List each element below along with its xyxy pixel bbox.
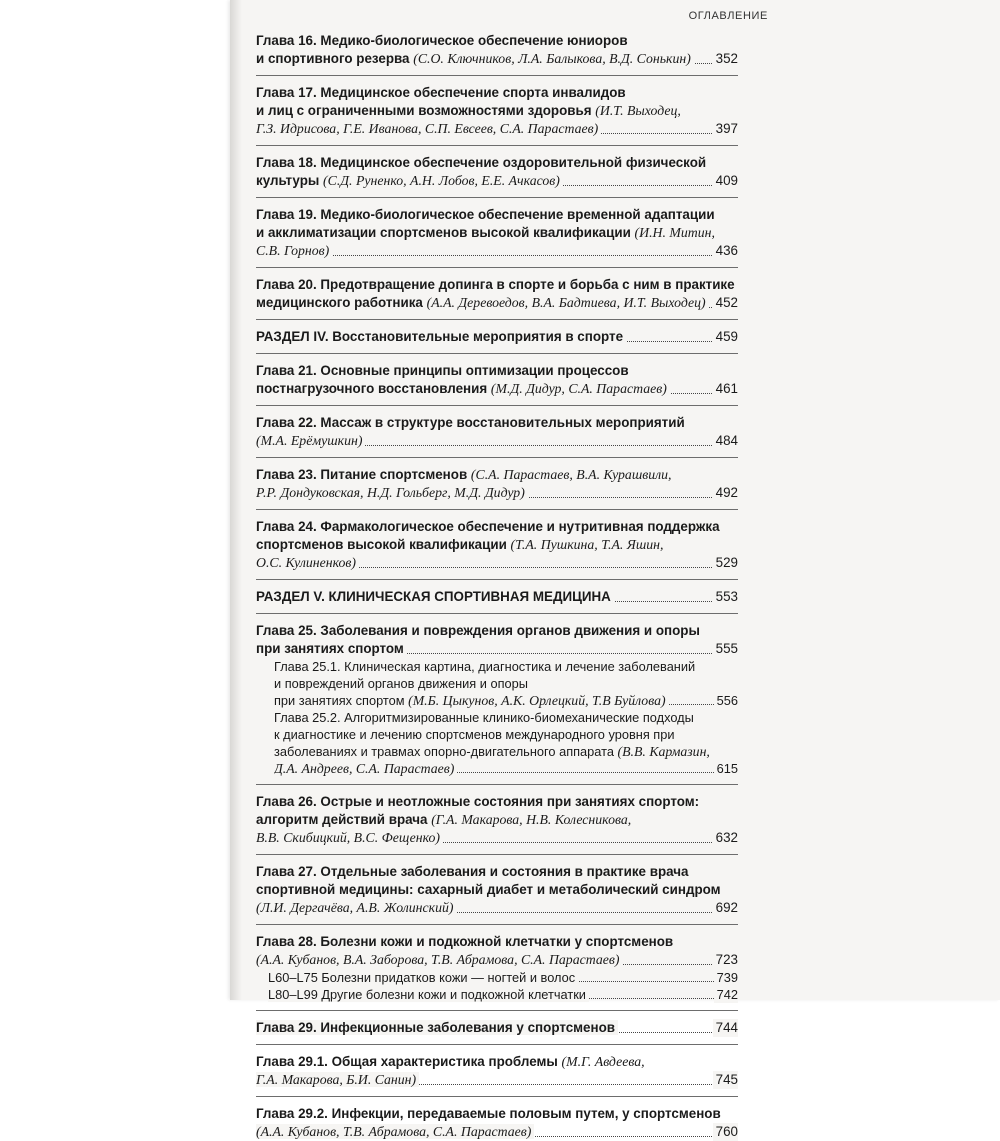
toc-line	[256, 793, 738, 811]
toc-line	[256, 432, 738, 450]
toc-line-text	[256, 1054, 645, 1069]
toc-line	[256, 899, 738, 917]
page-number: 409	[713, 172, 738, 190]
toc-line	[274, 692, 738, 709]
page-number: 529	[713, 554, 738, 572]
toc-line-text	[256, 243, 332, 258]
toc-line-text	[274, 761, 457, 776]
toc-line-text	[256, 155, 706, 170]
entry-authors: Д.А. Андреев, С.А. Парастаев)	[274, 761, 455, 776]
page-number: 452	[713, 294, 738, 312]
toc-line-text	[256, 589, 614, 604]
toc-line-text	[256, 794, 699, 809]
entry-title: и акклиматизации спортсменов высокой квалификации	[256, 225, 635, 240]
toc-entry-g29-2[interactable]	[256, 1105, 738, 1141]
toc-line	[256, 294, 738, 312]
entry-title: Глава 17. Медицинское обеспечение спорта инвалидов	[256, 85, 626, 100]
page-number: 555	[713, 640, 738, 658]
toc-line-text	[256, 329, 626, 344]
toc-entry-g19[interactable]	[256, 206, 738, 260]
toc-line	[256, 242, 738, 260]
toc-line-text	[256, 103, 681, 118]
toc-entry-g27[interactable]	[256, 863, 738, 917]
entry-title: Глава 20. Предотвращение допинга в спорте и борьба с ним в практике	[256, 277, 735, 292]
toc-line-text	[256, 381, 670, 396]
toc-entry-g16[interactable]	[256, 32, 738, 68]
toc-line	[256, 622, 738, 640]
entry-divider	[256, 854, 738, 855]
entry-title: медицинского работника	[256, 295, 427, 310]
toc-line	[274, 709, 738, 726]
entry-divider	[256, 145, 738, 146]
entry-title: постнагрузочного восстановления	[256, 381, 491, 396]
entry-divider	[256, 405, 738, 406]
entry-divider	[256, 613, 738, 614]
toc-line-text	[256, 952, 622, 967]
page-number: 615	[714, 760, 738, 777]
entry-title: Глава 29. Инфекционные заболевания у спортсменов	[256, 1020, 616, 1035]
toc-line-text	[256, 864, 688, 879]
toc-entry-r5[interactable]	[256, 588, 738, 606]
entry-title: Глава 25.1. Клиническая картина, диагностика и лечение заболеваний	[274, 659, 696, 674]
toc-line-text	[256, 85, 626, 100]
toc-line	[256, 466, 738, 484]
page-number: 742	[714, 986, 738, 1003]
page-number: 556	[714, 692, 738, 709]
entry-title: алгоритм действий врача	[256, 812, 432, 827]
entry-authors: Г.А. Макарова, Б.И. Санин)	[256, 1072, 417, 1087]
toc-line	[256, 102, 738, 120]
toc-line	[274, 675, 738, 692]
entry-title: Глава 25. Заболевания и повреждения органов движения и опоры	[256, 623, 700, 638]
toc-line-text	[256, 623, 700, 638]
toc-line	[256, 484, 738, 502]
toc-line-text	[256, 1072, 419, 1087]
entry-title: Глава 24. Фармакологическое обеспечение и нутритивная поддержка	[256, 519, 720, 534]
toc-line	[256, 536, 738, 554]
toc-line	[256, 588, 738, 606]
toc-line-text	[256, 363, 629, 378]
toc-line-text	[256, 207, 715, 222]
toc-line	[256, 1105, 738, 1123]
entry-title: Глава 27. Отдельные заболевания и состояния в практике врача	[256, 864, 689, 879]
toc-entry-r4[interactable]	[256, 328, 738, 346]
page-number: 739	[714, 969, 738, 986]
toc-line-text	[256, 277, 735, 292]
entry-title: культуры	[256, 173, 324, 188]
entry-authors: (Л.И. Дергачёва, А.В. Жолинский)	[256, 900, 454, 915]
toc-line-text	[256, 433, 365, 448]
entry-title: при занятиях спортом	[274, 693, 409, 708]
entry-title: заболеваниях и травмах опорно-двигательного аппарата	[274, 744, 618, 759]
entry-title: Глава 16. Медико-биологическое обеспечение юниоров	[256, 33, 628, 48]
entry-authors: (С.А. Парастаев, В.А. Курашвили,	[470, 467, 672, 482]
entry-authors: (И.Т. Выходец,	[595, 103, 681, 118]
toc-line	[256, 1019, 738, 1037]
toc-entry-g26[interactable]	[256, 793, 738, 847]
toc-line-text	[256, 51, 694, 66]
entry-divider	[256, 1044, 738, 1045]
page-number: 484	[713, 432, 738, 450]
entry-divider	[256, 579, 738, 580]
toc-entry-g18[interactable]	[256, 154, 738, 190]
page-number: 459	[713, 328, 738, 346]
facing-page-bleed-through	[772, 10, 1000, 1000]
entry-title: L60–L75 Болезни придатков кожи — ногтей и волос	[268, 970, 578, 985]
toc-line-text	[256, 934, 673, 949]
toc-entry-g21[interactable]	[256, 362, 738, 398]
entry-divider	[256, 75, 738, 76]
toc-entry-g22[interactable]	[256, 414, 738, 450]
toc-line	[256, 881, 738, 899]
toc-line	[256, 84, 738, 102]
toc-line	[274, 760, 738, 777]
page-number: 692	[713, 899, 738, 917]
toc-line	[256, 863, 738, 881]
toc-line-text	[256, 1020, 618, 1035]
toc-line-text	[256, 519, 720, 534]
toc-line-text	[256, 225, 715, 240]
toc-entry-g29[interactable]	[256, 1019, 738, 1037]
toc-line	[256, 1071, 738, 1089]
toc-line-text	[256, 555, 359, 570]
entry-divider	[256, 197, 738, 198]
toc-line	[256, 206, 738, 224]
entry-divider	[256, 457, 738, 458]
entry-authors: В.В. Скибицкий, В.С. Фещенко)	[256, 830, 440, 845]
entry-authors: (М.Д. Дидур, С.А. Парастаев)	[490, 381, 667, 396]
entry-authors: (А.А. Деревоедов, В.А. Бадтиева, И.Т. Выходец)	[426, 295, 706, 310]
entry-divider	[256, 1096, 738, 1097]
entry-divider	[256, 267, 738, 268]
entry-title: РАЗДЕЛ IV. Восстановительные мероприятия в спорте	[256, 329, 624, 344]
running-head: ОГЛАВЛЕНИЕ	[688, 10, 768, 22]
entry-title: Глава 21. Основные принципы оптимизации процессов	[256, 363, 629, 378]
toc-line	[274, 743, 738, 760]
entry-authors: (Т.А. Пушкина, Т.А. Яшин,	[510, 537, 664, 552]
entry-title: и спортивного резерва	[256, 51, 414, 66]
toc-line	[256, 276, 738, 294]
entry-authors: Г.З. Идрисова, Г.Е. Иванова, С.П. Евсеев, С.А. Парастаев)	[256, 121, 599, 136]
toc-line-text	[256, 33, 628, 48]
entry-title: спортивной медицины: сахарный диабет и метаболический синдром	[256, 882, 721, 897]
toc-line	[256, 1123, 738, 1141]
toc-line-text	[274, 659, 695, 674]
toc-line	[256, 328, 738, 346]
entry-divider	[256, 784, 738, 785]
toc-entry-g25[interactable]	[256, 622, 738, 777]
entry-title: РАЗДЕЛ V. КЛИНИЧЕСКАЯ СПОРТИВНАЯ МЕДИЦИНА	[256, 589, 611, 604]
toc-line	[274, 726, 738, 743]
entry-title: к диагностике и лечению спортсменов международного уровня при	[274, 727, 675, 742]
toc-line-text	[274, 693, 669, 708]
toc-line-text	[256, 641, 407, 656]
page-number: 553	[713, 588, 738, 606]
entry-title: Глава 29.2. Инфекции, передаваемые половым путем, у спортсменов	[256, 1106, 721, 1121]
entry-authors: (М.А. Ерёмушкин)	[256, 433, 363, 448]
toc-line-text	[274, 676, 528, 691]
entry-title: Глава 23. Питание спортсменов	[256, 467, 471, 482]
page-number: 632	[713, 829, 738, 847]
entry-authors: (И.Н. Митин,	[634, 225, 715, 240]
toc-line	[256, 380, 738, 398]
toc-line-text	[256, 882, 721, 897]
toc-line	[256, 362, 738, 380]
toc-entry-g28[interactable]	[256, 933, 738, 1003]
entry-authors: (А.А. Кубанов, В.А. Заборова, Т.В. Абрамова, С.А. Парастаев)	[256, 952, 620, 967]
page-number: 723	[713, 951, 738, 969]
entry-divider	[256, 1010, 738, 1011]
toc-line-text	[274, 727, 675, 742]
page-gutter-shadow	[230, 0, 242, 1000]
page-number: 352	[713, 50, 738, 68]
toc-line-text	[256, 295, 709, 310]
entry-title: L80–L99 Другие болезни кожи и подкожной клетчатки	[268, 987, 589, 1002]
entry-authors: (С.О. Ключников, Л.А. Балыкова, В.Д. Сонькин)	[413, 51, 691, 66]
entry-title: Глава 28. Болезни кожи и подкожной клетчатки у спортсменов	[256, 934, 674, 949]
entry-authors: (М.Г. Авдеева,	[561, 1054, 645, 1069]
page-number: 492	[713, 484, 738, 502]
toc-line-text	[256, 900, 457, 915]
toc-line	[256, 829, 738, 847]
toc-line	[256, 172, 738, 190]
entry-title: Глава 18. Медицинское обеспечение оздоровительной физической	[256, 155, 707, 170]
toc-line	[256, 518, 738, 536]
toc-line-text	[274, 744, 710, 759]
toc-entry-g20[interactable]	[256, 276, 738, 312]
toc-entry-g23[interactable]	[256, 466, 738, 502]
toc-line	[256, 640, 738, 658]
toc-line	[256, 951, 738, 969]
toc-line	[256, 811, 738, 829]
toc-line	[268, 986, 738, 1003]
entry-divider	[256, 319, 738, 320]
entry-divider	[256, 353, 738, 354]
toc-line-text	[274, 710, 694, 725]
entry-authors: (А.А. Кубанов, Т.В. Абрамова, С.А. Парастаев)	[256, 1124, 532, 1139]
toc-line	[256, 50, 738, 68]
toc-subentry-g25-1[interactable]	[256, 658, 738, 709]
entry-authors: Р.Р. Дондуковская, Н.Д. Гольберг, М.Д. Дидур)	[256, 485, 525, 500]
toc-line	[274, 658, 738, 675]
toc-line-text	[256, 1106, 721, 1121]
entry-title: Глава 25.2. Алгоритмизированные клинико-биомеханические подходы	[274, 710, 694, 725]
toc-line-text	[256, 173, 563, 188]
entry-authors: (С.Д. Руненко, А.Н. Лобов, Е.Е. Ачкасов)	[323, 173, 560, 188]
toc-line-text	[256, 121, 601, 136]
page-number: 397	[713, 120, 738, 138]
toc-line	[256, 154, 738, 172]
table-of-contents	[256, 32, 738, 1141]
toc-line-text	[256, 1124, 534, 1139]
toc-line	[256, 224, 738, 242]
entry-title: Глава 22. Массаж в структуре восстановительных мероприятий	[256, 415, 685, 430]
toc-line	[256, 933, 738, 951]
entry-authors: О.С. Кулиненков)	[256, 555, 356, 570]
toc-subentry-l80[interactable]	[256, 986, 738, 1003]
page-number: 744	[713, 1019, 738, 1037]
entry-divider	[256, 924, 738, 925]
page-number: 760	[713, 1123, 738, 1141]
entry-authors: (В.В. Кармазин,	[617, 744, 710, 759]
toc-entry-g24[interactable]	[256, 518, 738, 572]
toc-line	[256, 120, 738, 138]
entry-title: Глава 29.1. Общая характеристика проблемы	[256, 1054, 562, 1069]
entry-title: при занятиях спортом	[256, 641, 404, 656]
toc-entry-g17[interactable]	[256, 84, 738, 138]
entry-authors: (Г.А. Макарова, Н.В. Колесникова,	[431, 812, 632, 827]
toc-line	[256, 32, 738, 50]
toc-line-text	[256, 812, 631, 827]
toc-line-text	[256, 415, 685, 430]
entry-authors: С.В. Горнов)	[256, 243, 330, 258]
toc-entry-g29-1[interactable]	[256, 1053, 738, 1089]
toc-subentry-l60[interactable]	[256, 969, 738, 986]
entry-title: и лиц с ограниченными возможностями здоровья	[256, 103, 596, 118]
toc-line	[256, 1053, 738, 1071]
toc-line-text	[256, 830, 443, 845]
page-number: 436	[713, 242, 738, 260]
page-number: 461	[713, 380, 738, 398]
toc-subentry-g25-2[interactable]	[256, 709, 738, 777]
toc-line-text	[256, 467, 671, 482]
entry-title: Глава 26. Острые и неотложные состояния при занятиях спортом:	[256, 794, 700, 809]
entry-title: и повреждений органов движения и опоры	[274, 676, 528, 691]
toc-line	[256, 554, 738, 572]
page-number: 745	[713, 1071, 738, 1089]
entry-authors: (М.Б. Цыкунов, А.К. Орлецкий, Т.В Буйлова)	[408, 693, 666, 708]
toc-line-text	[256, 485, 528, 500]
toc-line-text	[256, 537, 663, 552]
entry-title: Глава 19. Медико-биологическое обеспечение временной адаптации	[256, 207, 715, 222]
entry-title: спортсменов высокой квалификации	[256, 537, 511, 552]
toc-line	[268, 969, 738, 986]
entry-divider	[256, 509, 738, 510]
toc-line	[256, 414, 738, 432]
